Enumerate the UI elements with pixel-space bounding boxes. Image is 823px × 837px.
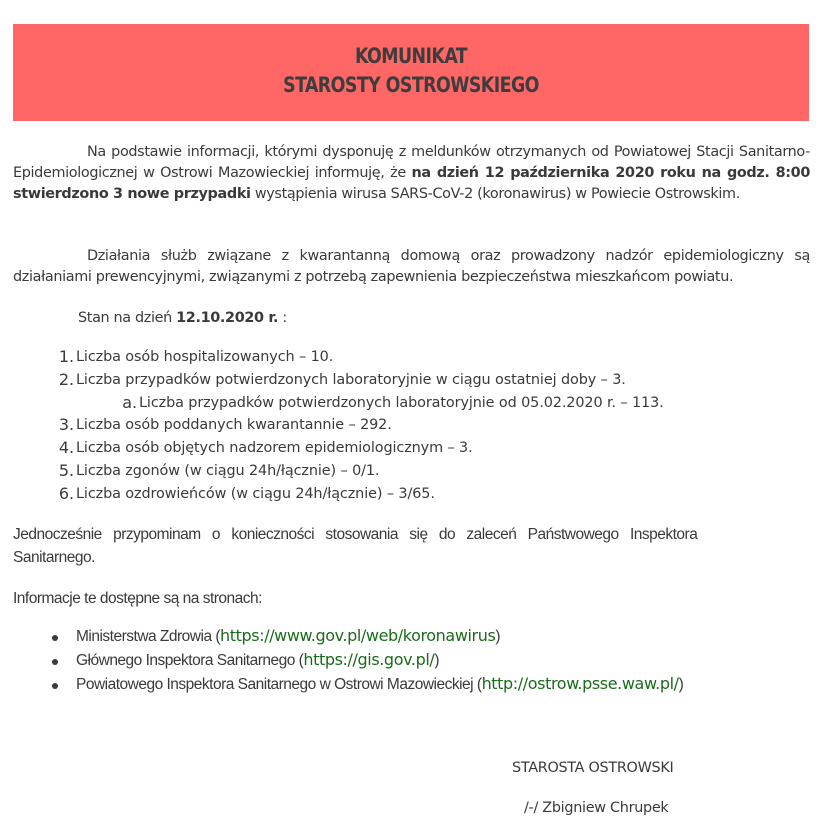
header-title-line1: KOMUNIKAT (354, 44, 468, 68)
stat-marker: 2. (58, 369, 74, 389)
intro-text-part1: Na podstawie informacji, którymi dysponuję z meldunków otrzymanych od Powiatowej Stacji Sanitarno-Epidemiologicznej w Ostrowi Mazowieckiej informuję, że (13, 144, 810, 181)
status-date: 12.10.2020 r. (176, 310, 279, 326)
status-prefix: Stan na dzień (78, 310, 177, 326)
bullet-icon (52, 683, 58, 689)
reminder-text-last: Sanitarnego. (13, 549, 95, 566)
links-list (0, 625, 823, 697)
status-suffix: : (278, 310, 287, 326)
link-item (0, 673, 823, 697)
status-date-line (78, 308, 287, 329)
link-item (0, 625, 823, 649)
stat-text: Liczba przypadków potwierdzonych laboratoryjnie od 05.02.2020 r. – 113. (139, 394, 664, 411)
stat-item (0, 346, 823, 369)
actions-text: Działania służb związane z kwarantanną domową oraz prowadzony nadzór epidemiologiczny są działaniami prewencyjnymi, związanymi z potrzebą zapewnienia bezpieczeństwa mieszkańcom powiatu. (13, 248, 810, 285)
info-intro: Informacje te dostępne są na stronach: (13, 590, 262, 607)
link-close: ) (434, 652, 440, 669)
stat-marker: 6. (58, 483, 74, 503)
stat-text: Liczba przypadków potwierdzonych laboratoryjnie w ciągu ostatniej doby – 3. (76, 371, 626, 388)
intro-bold-text: na dzień 12 października 2020 roku na godz. 8:00 stwierdzono 3 nowe przypadki (13, 165, 811, 202)
header-title-line2: STAROSTY OSTROWSKIEGO (283, 73, 539, 97)
link-label: Głównego Inspektora Sanitarnego ( (76, 652, 304, 669)
link-close: ) (678, 676, 684, 693)
stat-item (0, 437, 823, 460)
statistics-list (0, 346, 823, 506)
link-psse-ostrow[interactable]: http://ostrow.psse.waw.pl/ (481, 674, 679, 693)
reminder-paragraph (13, 523, 810, 569)
signature-title: STAROSTA OSTROWSKI (512, 760, 674, 776)
stat-marker: 5. (58, 460, 74, 480)
stat-text: Liczba osób poddanych kwarantannie – 292. (76, 417, 392, 434)
signature-name: /-/ Zbigniew Chrupek (524, 800, 669, 816)
link-gov-koronawirus[interactable]: https://www.gov.pl/web/koronawirus (220, 626, 496, 645)
stat-subitem (0, 392, 823, 415)
reminder-text: Jednocześnie przypominam o konieczności stosowania się do zaleceń Państwowego Inspektora (13, 526, 698, 543)
stat-text: Liczba osób objętych nadzorem epidemiologicznym – 3. (76, 440, 473, 457)
stat-marker: a. (122, 392, 137, 412)
stat-marker: 3. (58, 415, 74, 435)
stat-text: Liczba zgonów (w ciągu 24h/łącznie) – 0/1. (76, 462, 380, 479)
stat-item (0, 414, 823, 437)
stat-item (0, 369, 823, 392)
stat-item (0, 483, 823, 506)
stat-marker: 1. (58, 347, 74, 366)
link-item (0, 649, 823, 673)
link-label: Ministerstwa Zdrowia ( (76, 628, 221, 645)
bullet-icon (52, 635, 58, 641)
link-gis[interactable]: https://gis.gov.pl/ (303, 650, 435, 669)
stat-text: Liczba ozdrowieńców (w ciągu 24h/łącznie) – 3/65. (76, 485, 435, 502)
stat-text: Liczba osób hospitalizowanych – 10. (76, 349, 334, 365)
bullet-icon (52, 659, 58, 665)
stat-item (0, 460, 823, 483)
link-label: Powiatowego Inspektora Sanitarnego w Ostrowi Mazowieckiej ( (76, 676, 482, 693)
actions-paragraph (13, 246, 810, 288)
stat-marker: 4. (58, 438, 74, 458)
link-close: ) (495, 628, 501, 645)
announcement-header-banner (13, 24, 809, 121)
intro-text-part2: wystąpienia wirusa SARS-CoV-2 (koronawirus) w Powiecie Ostrowskim. (250, 186, 740, 202)
intro-paragraph (13, 142, 810, 205)
